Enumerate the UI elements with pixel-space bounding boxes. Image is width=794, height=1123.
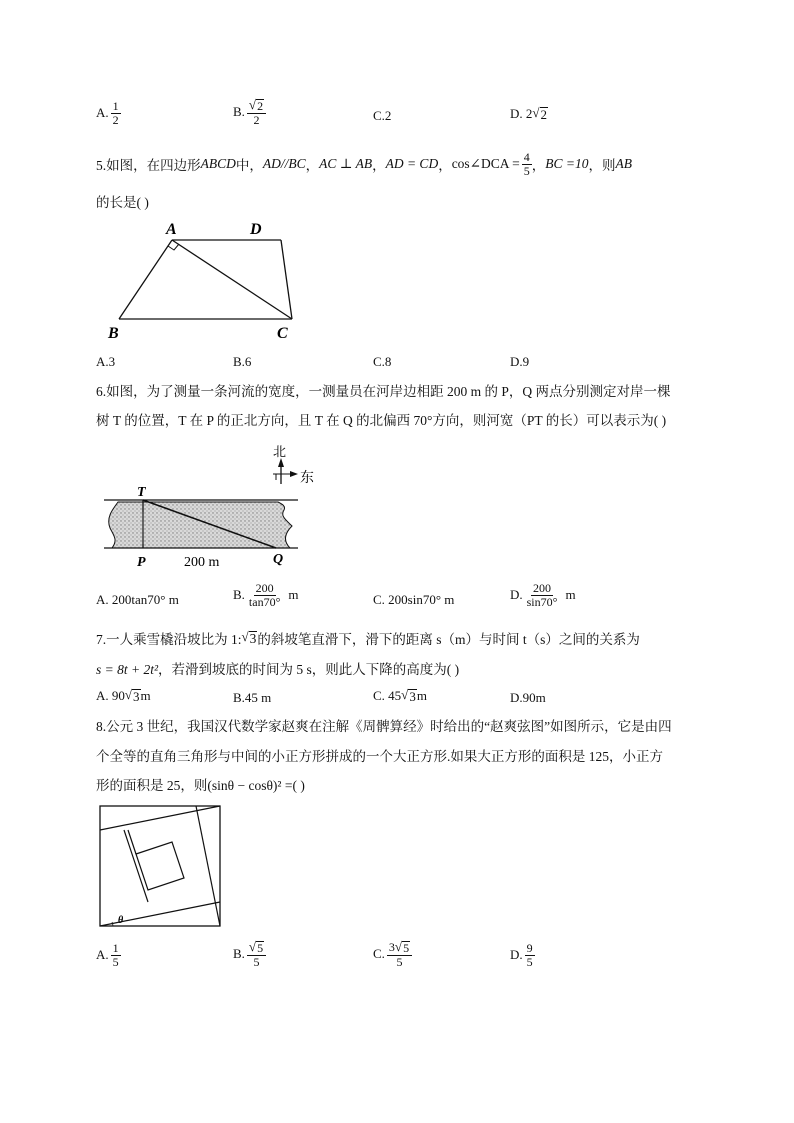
label-d: D: [250, 221, 262, 238]
q7-option-a: A. 90 √ 3 m: [96, 687, 151, 704]
q5-option-c: C.8: [373, 354, 392, 369]
q6-option-a: A. 200tan70° m: [96, 592, 179, 607]
fraction: √ 2 2: [247, 98, 266, 127]
q8-option-a: A. $\frac{1}{5}$: [96, 941, 119, 969]
q5-option-b: B.6: [233, 354, 252, 369]
q6-option-b: B. $\frac{200}{\tan 70^\circ}$ m: [233, 581, 299, 609]
q4-option-d: D. 2 √ 2: [510, 105, 548, 122]
q6-option-d: D. $\frac{200}{\sin 70^\circ}$ m: [510, 581, 576, 609]
q5-option-a: A.3: [96, 354, 116, 369]
q8-stem-line3: 形的面积是 25，则(sinθ − cosθ)² =( ): [96, 778, 305, 793]
sqrt: √ 2: [532, 105, 548, 122]
q7-option-d: D.90m: [510, 690, 546, 705]
label-q: Q: [273, 552, 284, 567]
q6-figure: [100, 440, 330, 572]
label-a: A: [166, 221, 177, 238]
q8-stem-line1: 8.公元 3 世纪，我国汉代数学家赵爽在注解《周髀算经》时给出的“赵爽弦图”如图所示，它是由四: [96, 719, 672, 734]
label-c: C: [277, 325, 288, 342]
fraction: $\frac{1}{2}$: [112, 99, 119, 127]
distance-label: 200 m: [184, 555, 220, 570]
label-b: B: [108, 325, 119, 342]
q4-option-c: C.2: [373, 108, 392, 123]
q4-option-a: A. $\frac{1}{2}$: [96, 99, 119, 127]
label-p: P: [137, 555, 146, 570]
q8-option-c: C. 3 √ 5 5: [373, 940, 412, 969]
compass-icon: [273, 458, 298, 484]
q6-stem-line1: 6.如图，为了测量一条河流的宽度，一测量员在河岸边相距 200 m 的 P，Q 两点分别测定对岸一棵: [96, 384, 671, 399]
q7-option-c: C. 45 √ 3 m: [373, 687, 427, 704]
east-label: 东: [300, 471, 314, 486]
q5-figure: [100, 214, 310, 342]
theta-label: θ: [118, 915, 124, 926]
north-label: 北: [273, 444, 287, 459]
q7-stem-line1: 7.一人乘雪橇沿坡比为 1: √ 3 的斜坡笔直滑下，滑下的距离 s（m）与时间 t（s）之间的关系为: [96, 628, 640, 647]
q6-option-c: C. 200sin70° m: [373, 592, 455, 607]
q7-option-b: B.45 m: [233, 690, 272, 705]
q8-stem-line2: 个全等的直角三角形与中间的小正方形拼成的一个大正方形.如果大正方形的面积是 125，小正方: [96, 749, 663, 764]
q5-stem-line1: 5.如图，在四边形 ABCD 中， AD//BC ， AC ⊥ AB ， AD = CD ， cos∠DCA = $\frac{4}{5}$ ， BC =10 ，则 AB: [96, 150, 632, 178]
q8-option-d: D. $\frac{9}{5}$: [510, 941, 533, 969]
q5-option-d: D.9: [510, 354, 530, 369]
q8-option-b: B. √ 5 5: [233, 940, 266, 969]
q8-figure: [98, 804, 224, 928]
q4-option-b: B. √ 2 2: [233, 98, 266, 127]
q6-stem-line2: 树 T 的位置，T 在 P 的正北方向，且 T 在 Q 的北偏西 70°方向，则河宽（PT 的长）可以表示为( ): [96, 413, 667, 428]
label-t: T: [137, 485, 146, 500]
q7-stem-line2: s = 8t + 2t²，若滑到坡底的时间为 5 s，则此人下降的高度为( ): [96, 662, 460, 677]
q5-stem-line2: 的长是( ): [96, 195, 149, 210]
